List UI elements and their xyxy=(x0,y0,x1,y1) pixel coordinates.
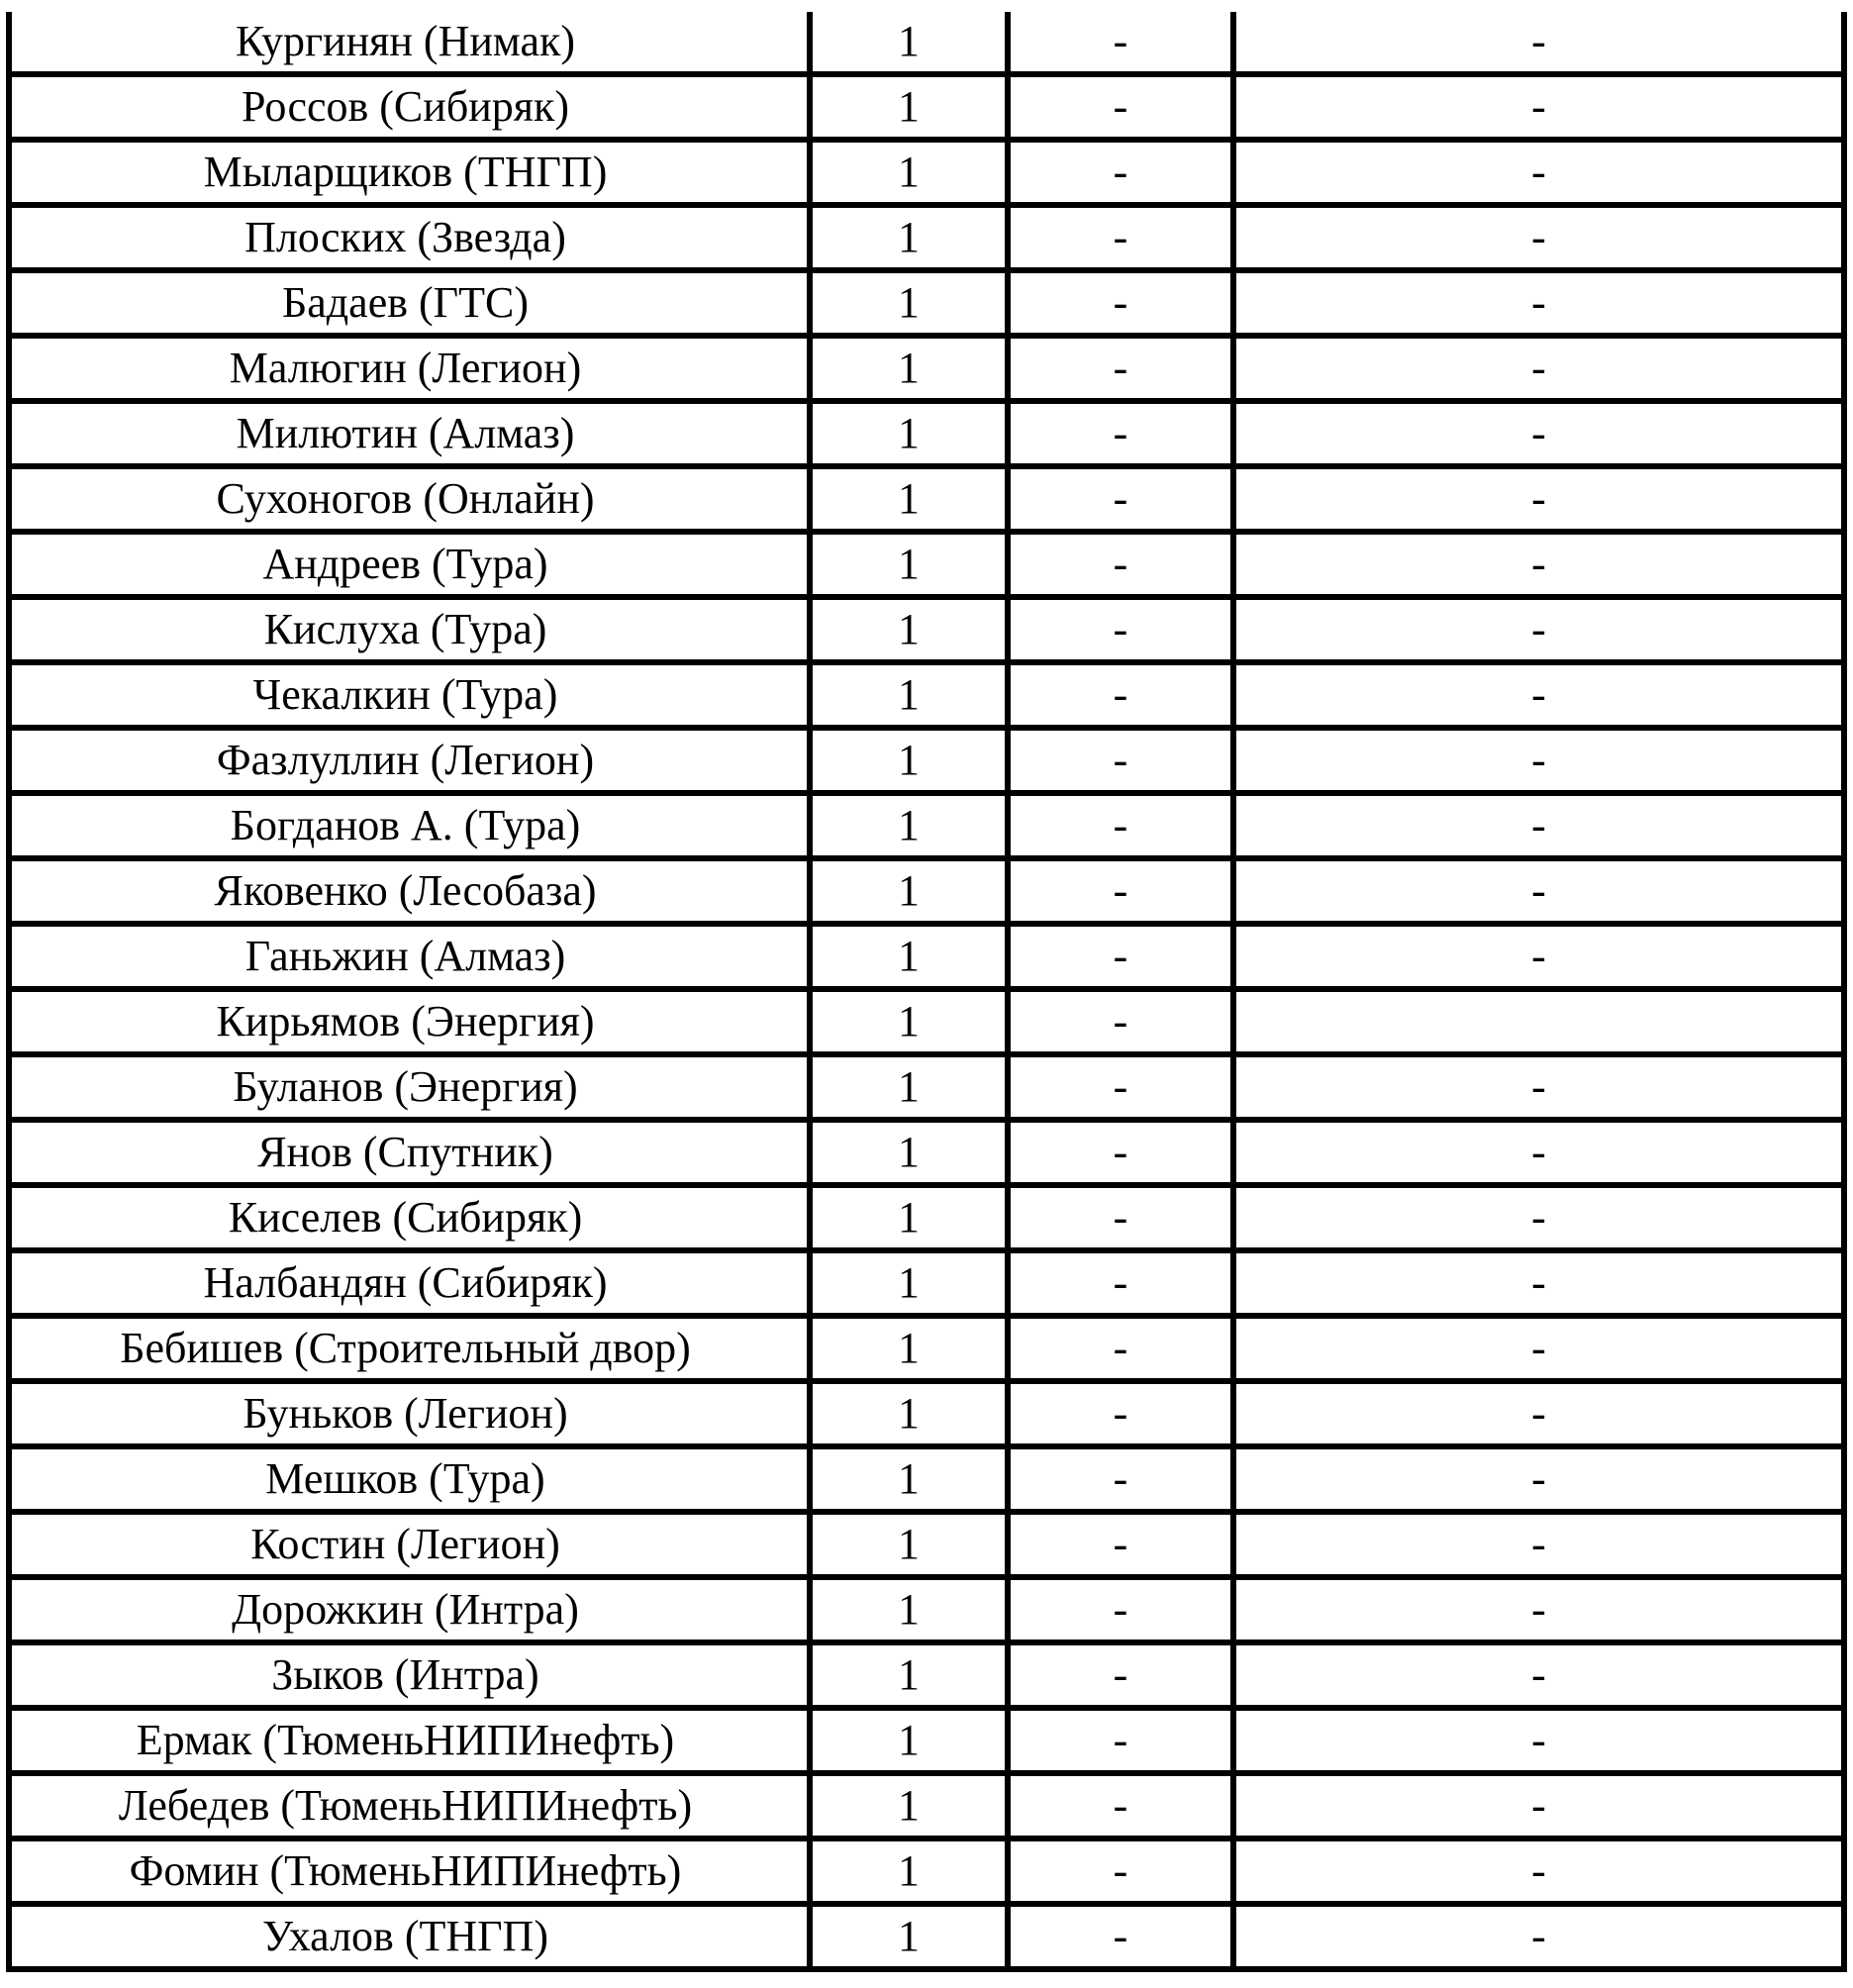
table-row xyxy=(9,924,1844,989)
player-name-cell: Лебедев (ТюменьНИПИнефть) xyxy=(9,1773,810,1839)
count-cell: 1 xyxy=(810,74,1008,140)
column-3-cell: - xyxy=(1008,1446,1233,1512)
table-row xyxy=(9,140,1844,205)
column-3-cell: - xyxy=(1008,858,1233,924)
count-cell: 1 xyxy=(810,1185,1008,1250)
column-3-cell: - xyxy=(1008,74,1233,140)
count-cell: 1 xyxy=(810,1250,1008,1316)
count-cell: 1 xyxy=(810,1642,1008,1708)
count-cell: 1 xyxy=(810,858,1008,924)
column-4-cell: - xyxy=(1233,1904,1844,1969)
table-row xyxy=(9,597,1844,662)
player-name-cell: Ермак (ТюменьНИПИнефть) xyxy=(9,1708,810,1773)
column-3-cell: - xyxy=(1008,793,1233,858)
player-name-cell: Мешков (Тура) xyxy=(9,1446,810,1512)
player-name-cell: Кирьямов (Энергия) xyxy=(9,989,810,1054)
count-cell: 1 xyxy=(810,270,1008,336)
table-row xyxy=(9,1708,1844,1773)
column-3-cell: - xyxy=(1008,532,1233,597)
column-4-cell: - xyxy=(1233,728,1844,793)
table-row xyxy=(9,1185,1844,1250)
player-name-cell: Ухалов (ТНГП) xyxy=(9,1904,810,1969)
column-3-cell: - xyxy=(1008,989,1233,1054)
table-row xyxy=(9,1839,1844,1904)
column-4-cell: - xyxy=(1233,140,1844,205)
player-name-cell: Россов (Сибиряк) xyxy=(9,74,810,140)
table-body xyxy=(9,12,1844,1969)
results-table-container xyxy=(6,12,1841,1972)
column-3-cell: - xyxy=(1008,597,1233,662)
column-4-cell: - xyxy=(1233,662,1844,728)
column-3-cell: - xyxy=(1008,728,1233,793)
player-name-cell: Бебишев (Строительный двор) xyxy=(9,1316,810,1381)
column-4-cell: - xyxy=(1233,1120,1844,1185)
results-table xyxy=(6,12,1847,1972)
table-row xyxy=(9,1642,1844,1708)
table-row xyxy=(9,74,1844,140)
column-4-cell: - xyxy=(1233,1708,1844,1773)
table-row xyxy=(9,270,1844,336)
column-4-cell: - xyxy=(1233,1446,1844,1512)
column-3-cell: - xyxy=(1008,205,1233,270)
column-4-cell: - xyxy=(1233,597,1844,662)
player-name-cell: Сухоногов (Онлайн) xyxy=(9,466,810,532)
player-name-cell: Милютин (Алмаз) xyxy=(9,401,810,466)
column-3-cell: - xyxy=(1008,1708,1233,1773)
column-4-cell: - xyxy=(1233,1577,1844,1642)
table-row xyxy=(9,12,1844,74)
column-3-cell: - xyxy=(1008,336,1233,401)
player-name-cell: Буньков (Легион) xyxy=(9,1381,810,1446)
column-4-cell: - xyxy=(1233,74,1844,140)
player-name-cell: Мыларщиков (ТНГП) xyxy=(9,140,810,205)
table-row xyxy=(9,1446,1844,1512)
count-cell: 1 xyxy=(810,12,1008,74)
column-3-cell: - xyxy=(1008,1773,1233,1839)
count-cell: 1 xyxy=(810,793,1008,858)
column-4-cell: - xyxy=(1233,1512,1844,1577)
table-row xyxy=(9,1120,1844,1185)
column-4-cell: - xyxy=(1233,1250,1844,1316)
column-4-cell: - xyxy=(1233,205,1844,270)
count-cell: 1 xyxy=(810,1708,1008,1773)
column-3-cell: - xyxy=(1008,1577,1233,1642)
player-name-cell: Яковенко (Лесобаза) xyxy=(9,858,810,924)
column-4-cell: - xyxy=(1233,1316,1844,1381)
table-row xyxy=(9,336,1844,401)
player-name-cell: Малюгин (Легион) xyxy=(9,336,810,401)
column-3-cell: - xyxy=(1008,1381,1233,1446)
count-cell: 1 xyxy=(810,466,1008,532)
count-cell: 1 xyxy=(810,597,1008,662)
table-row xyxy=(9,401,1844,466)
table-row xyxy=(9,532,1844,597)
count-cell: 1 xyxy=(810,1054,1008,1120)
table-row xyxy=(9,1577,1844,1642)
column-3-cell: - xyxy=(1008,1642,1233,1708)
player-name-cell: Ганьжин (Алмаз) xyxy=(9,924,810,989)
table-row xyxy=(9,793,1844,858)
count-cell: 1 xyxy=(810,1316,1008,1381)
player-name-cell: Налбандян (Сибиряк) xyxy=(9,1250,810,1316)
player-name-cell: Бадаев (ГТС) xyxy=(9,270,810,336)
count-cell: 1 xyxy=(810,336,1008,401)
count-cell: 1 xyxy=(810,1446,1008,1512)
column-3-cell: - xyxy=(1008,1904,1233,1969)
count-cell: 1 xyxy=(810,1381,1008,1446)
column-4-cell: - xyxy=(1233,1054,1844,1120)
count-cell: 1 xyxy=(810,1120,1008,1185)
player-name-cell: Киселев (Сибиряк) xyxy=(9,1185,810,1250)
table-row xyxy=(9,858,1844,924)
column-4-cell: - xyxy=(1233,1381,1844,1446)
column-4-cell: - xyxy=(1233,1773,1844,1839)
player-name-cell: Андреев (Тура) xyxy=(9,532,810,597)
player-name-cell: Фомин (ТюменьНИПИнефть) xyxy=(9,1839,810,1904)
column-3-cell: - xyxy=(1008,1185,1233,1250)
column-4-cell: - xyxy=(1233,1642,1844,1708)
table-row xyxy=(9,662,1844,728)
column-3-cell: - xyxy=(1008,662,1233,728)
column-4-cell: - xyxy=(1233,858,1844,924)
column-3-cell: - xyxy=(1008,12,1233,74)
table-row xyxy=(9,989,1844,1054)
column-4-cell: - xyxy=(1233,532,1844,597)
player-name-cell: Богданов А. (Тура) xyxy=(9,793,810,858)
table-row xyxy=(9,1316,1844,1381)
column-3-cell: - xyxy=(1008,401,1233,466)
player-name-cell: Янов (Спутник) xyxy=(9,1120,810,1185)
player-name-cell: Кислуха (Тура) xyxy=(9,597,810,662)
column-4-cell: - xyxy=(1233,1185,1844,1250)
table-row xyxy=(9,205,1844,270)
column-4-cell: - xyxy=(1233,1839,1844,1904)
table-row xyxy=(9,1904,1844,1969)
table-row xyxy=(9,466,1844,532)
table-row xyxy=(9,1773,1844,1839)
column-3-cell: - xyxy=(1008,1839,1233,1904)
count-cell: 1 xyxy=(810,1577,1008,1642)
count-cell: 1 xyxy=(810,728,1008,793)
column-4-cell xyxy=(1233,989,1844,1054)
count-cell: 1 xyxy=(810,1512,1008,1577)
player-name-cell: Чекалкин (Тура) xyxy=(9,662,810,728)
count-cell: 1 xyxy=(810,532,1008,597)
count-cell: 1 xyxy=(810,205,1008,270)
count-cell: 1 xyxy=(810,1773,1008,1839)
count-cell: 1 xyxy=(810,989,1008,1054)
player-name-cell: Дорожкин (Интра) xyxy=(9,1577,810,1642)
column-3-cell: - xyxy=(1008,1120,1233,1185)
column-3-cell: - xyxy=(1008,1316,1233,1381)
count-cell: 1 xyxy=(810,140,1008,205)
column-3-cell: - xyxy=(1008,1054,1233,1120)
player-name-cell: Зыков (Интра) xyxy=(9,1642,810,1708)
column-3-cell: - xyxy=(1008,924,1233,989)
count-cell: 1 xyxy=(810,1904,1008,1969)
table-row xyxy=(9,728,1844,793)
table-row xyxy=(9,1054,1844,1120)
player-name-cell: Кургинян (Нимак) xyxy=(9,12,810,74)
table-row xyxy=(9,1381,1844,1446)
count-cell: 1 xyxy=(810,924,1008,989)
player-name-cell: Плоских (Звезда) xyxy=(9,205,810,270)
column-4-cell: - xyxy=(1233,12,1844,74)
table-row xyxy=(9,1250,1844,1316)
player-name-cell: Фазлуллин (Легион) xyxy=(9,728,810,793)
column-4-cell: - xyxy=(1233,793,1844,858)
count-cell: 1 xyxy=(810,662,1008,728)
count-cell: 1 xyxy=(810,401,1008,466)
player-name-cell: Костин (Легион) xyxy=(9,1512,810,1577)
column-3-cell: - xyxy=(1008,1512,1233,1577)
column-3-cell: - xyxy=(1008,270,1233,336)
count-cell: 1 xyxy=(810,1839,1008,1904)
player-name-cell: Буланов (Энергия) xyxy=(9,1054,810,1120)
table-row xyxy=(9,1512,1844,1577)
column-4-cell: - xyxy=(1233,401,1844,466)
column-4-cell: - xyxy=(1233,924,1844,989)
column-3-cell: - xyxy=(1008,1250,1233,1316)
column-3-cell: - xyxy=(1008,466,1233,532)
column-4-cell: - xyxy=(1233,336,1844,401)
column-4-cell: - xyxy=(1233,270,1844,336)
column-4-cell: - xyxy=(1233,466,1844,532)
column-3-cell: - xyxy=(1008,140,1233,205)
